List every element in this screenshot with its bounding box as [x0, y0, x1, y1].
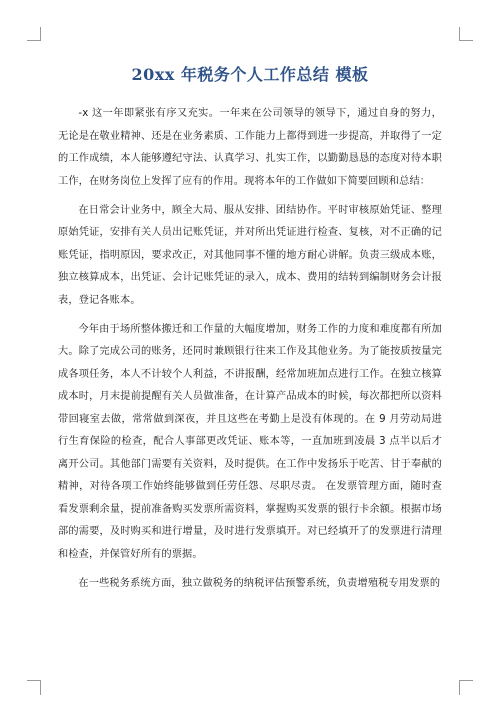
crop-mark-top-left [40, 27, 41, 41]
paragraph-tax-systems: 在一些税务系统方面，独立做税务的纳税评估预警系统，负责增殖税专用发票的 [78, 577, 441, 589]
crop-mark-bottom-left [27, 680, 41, 681]
crop-mark-bottom-right [459, 681, 460, 695]
paragraph-intro: -x 这一年即紧张有序又充实。一年来在公司领导的领导下，通过自身的努力，无论是在敬业精神、还是在业务素质、工作能力上都得到进一步提高，并取得了一定的工作成绩，本人能够遵纪守法、认真学习、扎实工作，以勤勤恳恳的态度对待本职工作，在财务岗位上发挥了应有的作用。现将本年的工作做如下简要回顾和总结： [58, 108, 442, 187]
document-body [58, 103, 442, 602]
document-title: 20xx 年税务个人工作总结 模板 [131, 65, 369, 84]
crop-mark-top-right [459, 27, 460, 41]
paragraph-daily-accounting: 在日常会计业务中，顾全大局、服从安排、团结协作。平时审核原始凭证、整理原始凭证，安排有关人员出记账凭证，并对所出凭证进行检查、复核，对不正确的记账凭证，指明原因，要求改正，对其他同事不懂的地方耐心讲解。负责三级成本账，独立核算成本，出凭证、会计记账凭证的录入，成本、费用的结转到编制财务会计报表，登记各账本。 [58, 204, 442, 306]
crop-mark-top-right [459, 40, 473, 41]
crop-mark-bottom-left [40, 681, 41, 695]
crop-mark-top-left [27, 40, 41, 41]
paragraph-workload: 今年由于场所整体搬迁和工作量的大幅度增加，财务工作的力度和难度都有所加大。除了完成公司的账务，还同时兼顾银行往来工作及其他业务。为了能按质按量完成各项任务，本人不计较个人利益，不讲报酬，经常加班加点进行工作。在独立核算成本时，月末提前提醒有关人员做准备，在计算产品成本的时候，每次都把所以资料带回寝室去做，常常做到深夜，并且这些在考勤上是没有体现的。在 9 月劳动局进行生育保险的检查，配合人事部更改凭证、账本等，一直加班到凌晨 3 点半以后才离开公司。其他部门需要有关资料，及时提供。在工作中发扬乐于吃苦、甘于奉献的精神，对待各项工作始终能够做到任劳任怨、尽职尽责。 在发票管理方面，随时查看发票剩余量，提前准备购买发票所需资料，掌握购买发票的银行卡余额。根据市场部的需要，及时购买和进行增量，及时进行发票填开。对已经填开了的发票进行清理和检查，并保管好所有的票据。 [58, 323, 442, 560]
crop-mark-bottom-right [459, 680, 473, 681]
